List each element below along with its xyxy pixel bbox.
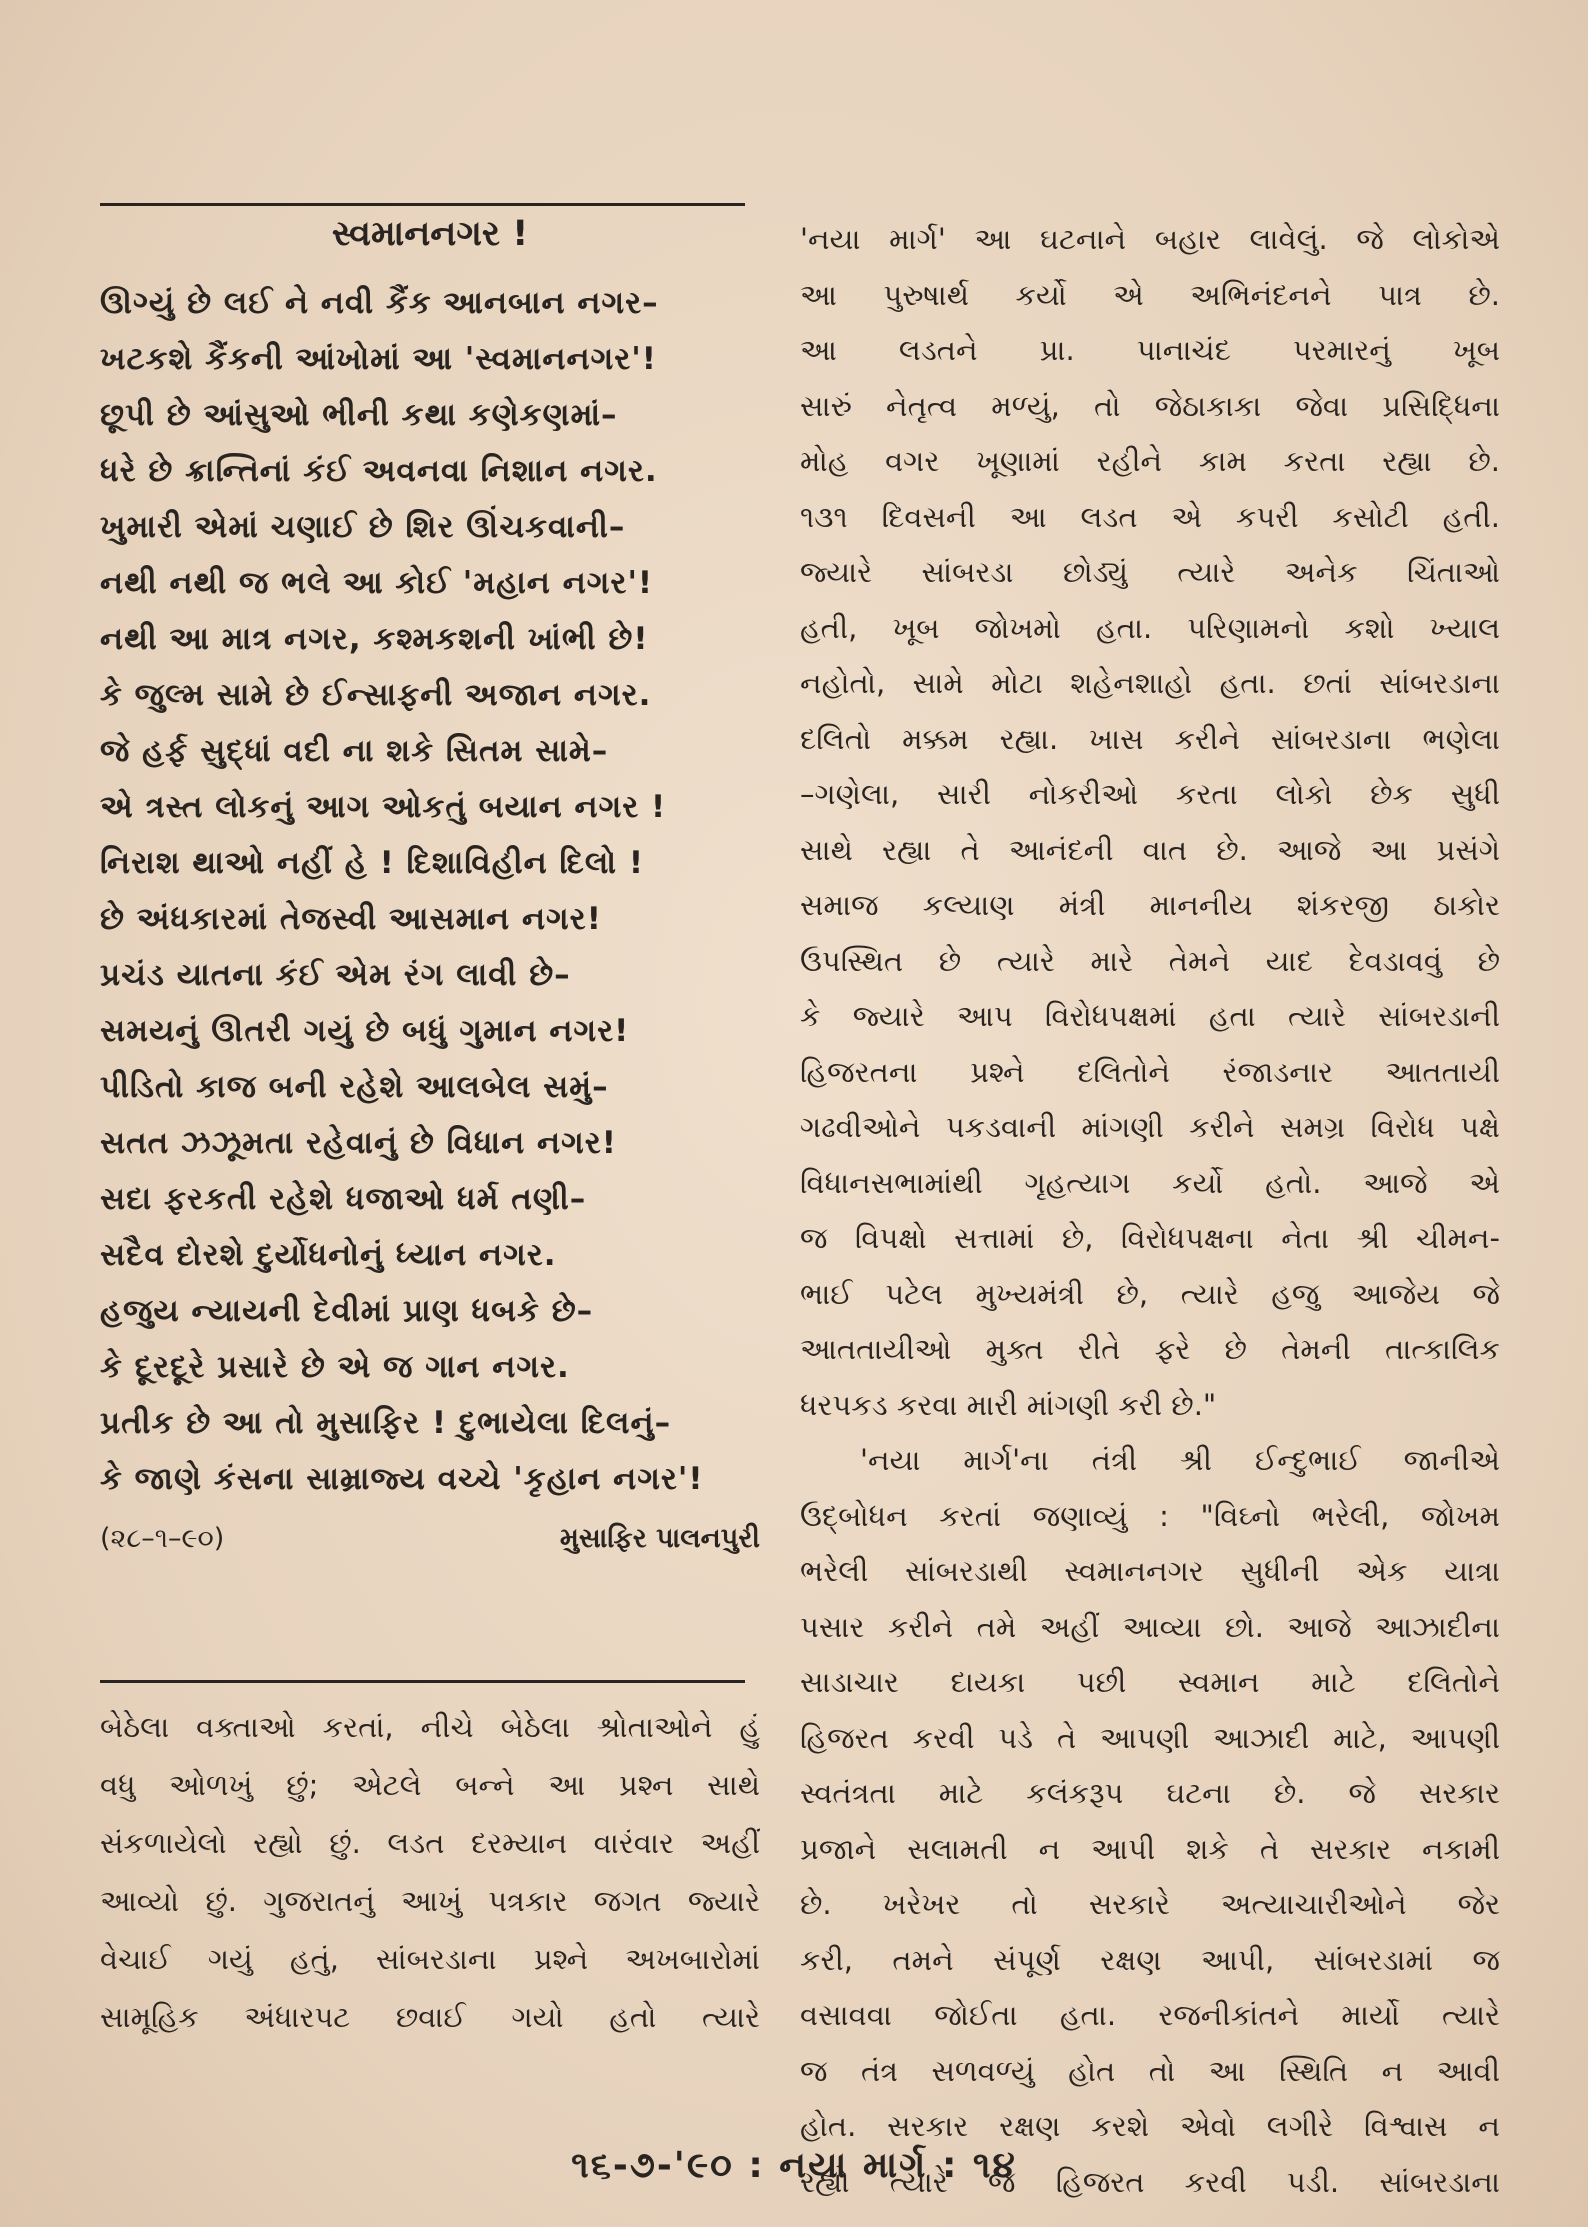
prose-line: પસાર કરીને તમે અહીં આવ્યા છો. આજે આઝાદીના xyxy=(800,1609,1500,1644)
prose-line: પ્રજાને સલામતી ન આપી શકે તે સરકાર નકામી xyxy=(800,1831,1500,1866)
prose-line: કે જ્યારે આપ વિરોધપક્ષમાં હતા ત્યારે સાંબરડાની xyxy=(800,999,1500,1033)
poem-line: ધરે છે ક્રાન્તિનાં કંઈ અવનવા નિશાન નગર. xyxy=(100,453,658,489)
prose-line: જ્યારે સાંબરડા છોડ્યું ત્યારે અનેક ચિંતાઓ xyxy=(800,555,1500,589)
poem-line: કે જુલ્મ સામે છે ઈન્સાફની અજાન નગર. xyxy=(100,677,652,713)
poem-line: નથી આ માત્ર નગર, કશ્મકશની ખાંભી છે! xyxy=(100,621,649,657)
left-prose-column xyxy=(100,1698,760,2046)
poem-line: સતત ઝઝૂમતા રહેવાનું છે વિધાન નગર! xyxy=(100,1125,617,1161)
section-divider xyxy=(100,1680,745,1683)
prose-line: સારું નેતૃત્વ મળ્યું, તો જેઠાકાકા જેવા પ્રસિદ્ધિના xyxy=(800,388,1500,423)
prose-line: દલિતો મક્કમ રહ્યા. ખાસ કરીને સાંબરડાના ભણેલા xyxy=(800,721,1500,756)
poem-line: કે જાણે કંસના સામ્રાજ્ય વચ્ચે 'કૃહાન નગર'! xyxy=(100,1461,704,1497)
prose-line: વિધાનસભામાંથી ગૃહત્યાગ કર્યો હતો. આજે એ xyxy=(800,1165,1500,1200)
poem-line: નિરાશ થાઓ નહીં હે ! દિશાવિહીન દિલો ! xyxy=(100,845,644,881)
poem-title: સ્વમાનનગર ! xyxy=(331,214,529,254)
poem-line: કે દૂરદૂરે પ્રસારે છે એ જ ગાન નગર. xyxy=(100,1349,570,1385)
prose-line: હિજરતના પ્રશ્ને દલિતોને રંજાડનાર આતતાયી xyxy=(800,1054,1500,1089)
poem-line: સમયનું ઊતરી ગયું છે બધું ગુમાન નગર! xyxy=(100,1013,630,1049)
prose-line: બેઠેલા વક્તાઓ કરતાં, નીચે બેઠેલા શ્રોતાઓને હું xyxy=(100,1710,760,1744)
prose-line: જ વિપક્ષો સત્તામાં છે, વિરોધપક્ષના નેતા શ્રી ચીમન- xyxy=(800,1221,1500,1255)
poem-line: નથી નથી જ ભલે આ કોઈ 'મહાન નગર'! xyxy=(100,565,654,601)
prose-line: રહ્યો ત્યારે જ હિજરત કરવી પડી. સાંબરડાના xyxy=(800,2164,1500,2199)
poem-line: ઊગ્યું છે લઈ ને નવી કૈંક આનબાન નગર– xyxy=(100,285,659,321)
prose-line: જ તંત્ર સળવળ્યું હોત તો આ સ્થિતિ ન આવી xyxy=(800,2053,1500,2088)
poem-line: હજુય ન્યાયની દેવીમાં પ્રાણ ધબકે છે– xyxy=(100,1293,594,1329)
poem-line: પીડિતો કાજ બની રહેશે આલબેલ સમું– xyxy=(100,1069,609,1105)
prose-line: સંકળાયેલો રહ્યો છું. લડત દરમ્યાન વારંવાર અહીં xyxy=(100,1826,760,1860)
prose-line: આવ્યો છું. ગુજરાતનું આખું પત્રકાર જગત જ્યારે xyxy=(100,1884,760,1918)
poem-line: સદૈવ દોરશે દુર્યોધનોનું ધ્યાન નગર. xyxy=(100,1237,557,1273)
prose-line: કરી, તમને સંપૂર્ણ રક્ષણ આપી, સાંબરડામાં જ xyxy=(800,1942,1500,1977)
prose-line: હતી, ખૂબ જોખમો હતા. પરિણામનો કશો ખ્યાલ xyxy=(800,610,1500,645)
page-footer: ૧૬-૭-'૯૦ : નયા માર્ગ : ૧૪ xyxy=(571,2145,1017,2186)
prose-line: આતતાયીઓ મુક્ત રીતે ફરે છે તેમની તાત્કાલિક xyxy=(800,1332,1500,1366)
poem-line: એ ત્રસ્ત લોકનું આગ ઓકતું બયાન નગર ! xyxy=(100,789,667,825)
prose-line: ભરેલી સાંબરડાથી સ્વમાનનગર સુધીની એક યાત્રા xyxy=(800,1554,1500,1588)
prose-line: –ગણેલા, સારી નોકરીઓ કરતા લોકો છેક સુધી xyxy=(800,777,1500,811)
poem-date: (૨૮–૧–૯૦) xyxy=(100,1523,225,1554)
right-prose-column xyxy=(800,212,1500,2210)
prose-line: આ પુરુષાર્થ કર્યો એ અભિનંદનને પાત્ર છે. xyxy=(800,277,1500,312)
top-rule xyxy=(100,203,745,206)
prose-line: છે. ખરેખર તો સરકારે અત્યાચારીઓને જેર xyxy=(800,1887,1500,1921)
prose-line: આ લડતને પ્રા. પાનાચંદ પરમારનું ખૂબ xyxy=(800,333,1500,367)
prose-line: સ્વતંત્રતા માટે કલંકરૂપ ઘટના છે. જે સરકાર xyxy=(800,1776,1500,1810)
poem-line: છે અંધકારમાં તેજસ્વી આસમાન નગર! xyxy=(100,901,602,937)
prose-line: સામૂહિક અંધારપટ છવાઈ ગયો હતો ત્યારે xyxy=(100,2000,760,2034)
prose-line: સાડાચાર દાયકા પછી સ્વમાન માટે દલિતોને xyxy=(800,1665,1500,1699)
prose-line: 'નયા માર્ગ' આ ઘટનાને બહાર લાવેલું. જે લોકોએ xyxy=(800,222,1500,256)
prose-line: વસાવવા જોઈતા હતા. રજનીકાંતને માર્યો ત્યારે xyxy=(800,1998,1500,2032)
poem-line: પ્રતીક છે આ તો મુસાફિર ! દુભાયેલા દિલનું– xyxy=(100,1405,672,1441)
prose-line: સમાજ કલ્યાણ મંત્રી માનનીય શંકરજી ઠાકોર xyxy=(800,888,1500,922)
poem-line: ખટકશે કૈંકની આંખોમાં આ 'સ્વમાનનગર'! xyxy=(100,341,657,377)
prose-line: વેચાઈ ગયું હતું, સાંબરડાના પ્રશ્ને અખબારોમાં xyxy=(100,1942,760,1976)
prose-line: મોહ વગર ખૂણામાં રહીને કામ કરતા રહ્યા છે. xyxy=(800,444,1500,478)
poem-footer xyxy=(100,1511,760,1567)
prose-line: ભાઈ પટેલ મુખ્યમંત્રી છે, ત્યારે હજુ આજેય જે xyxy=(800,1276,1500,1311)
prose-line: ૧૩૧ દિવસની આ લડત એ કપરી કસોટી હતી. xyxy=(800,499,1500,534)
prose-line: હિજરત કરવી પડે તે આપણી આઝાદી માટે, આપણી xyxy=(800,1720,1500,1755)
poem-author: મુસાફિર પાલનપુરી xyxy=(559,1523,760,1554)
poem-line: ખુમારી એમાં ચણાઈ છે શિર ઊંચકવાની– xyxy=(100,509,626,545)
prose-line: 'નયા માર્ગ'ના તંત્રી શ્રી ઈન્દુભાઈ જાનીએ xyxy=(860,1443,1500,1477)
prose-line: હોત. સરકાર રક્ષણ કરશે એવો લગીરે વિશ્વાસ ન xyxy=(800,2109,1500,2143)
prose-line: ઉપસ્થિત છે ત્યારે મારે તેમને યાદ દેવડાવવું છે xyxy=(800,943,1500,978)
prose-line: વધુ ઓળખું છું; એટલે બન્ને આ પ્રશ્ન સાથે xyxy=(100,1768,760,1802)
poem-line: સદા ફરકતી રહેશે ધજાઓ ધર્મ તણી– xyxy=(100,1181,587,1217)
prose-line: નહોતો, સામે મોટા શહેનશાહો હતા. છતાં સાંબરડાના xyxy=(800,666,1500,700)
poem-line: પ્રચંડ યાતના કંઈ એમ રંગ લાવી છે– xyxy=(100,957,571,993)
prose-line: સાથે રહ્યા તે આનંદની વાત છે. આજે આ પ્રસંગે xyxy=(800,832,1500,867)
prose-line: ગઢવીઓને પકડવાની માંગણી કરીને સમગ્ર વિરોધ પક્ષે xyxy=(800,1110,1500,1144)
poem-line: છૂપી છે આંસુઓ ભીની કથા કણેકણમાં– xyxy=(100,397,618,433)
prose-line: ઉદ્બોધન કરતાં જણાવ્યું : "વિઘ્નો ભરેલી, જોખમ xyxy=(800,1498,1500,1533)
prose-line: ધરપકડ કરવા મારી માંગણી કરી છે." xyxy=(800,1387,1217,1422)
poem-line: જે હર્ફ સુદ્ધાં વદી ના શકે સિતમ સામે– xyxy=(100,733,609,769)
poem-column xyxy=(100,212,760,1567)
poem-lines xyxy=(100,275,760,1507)
